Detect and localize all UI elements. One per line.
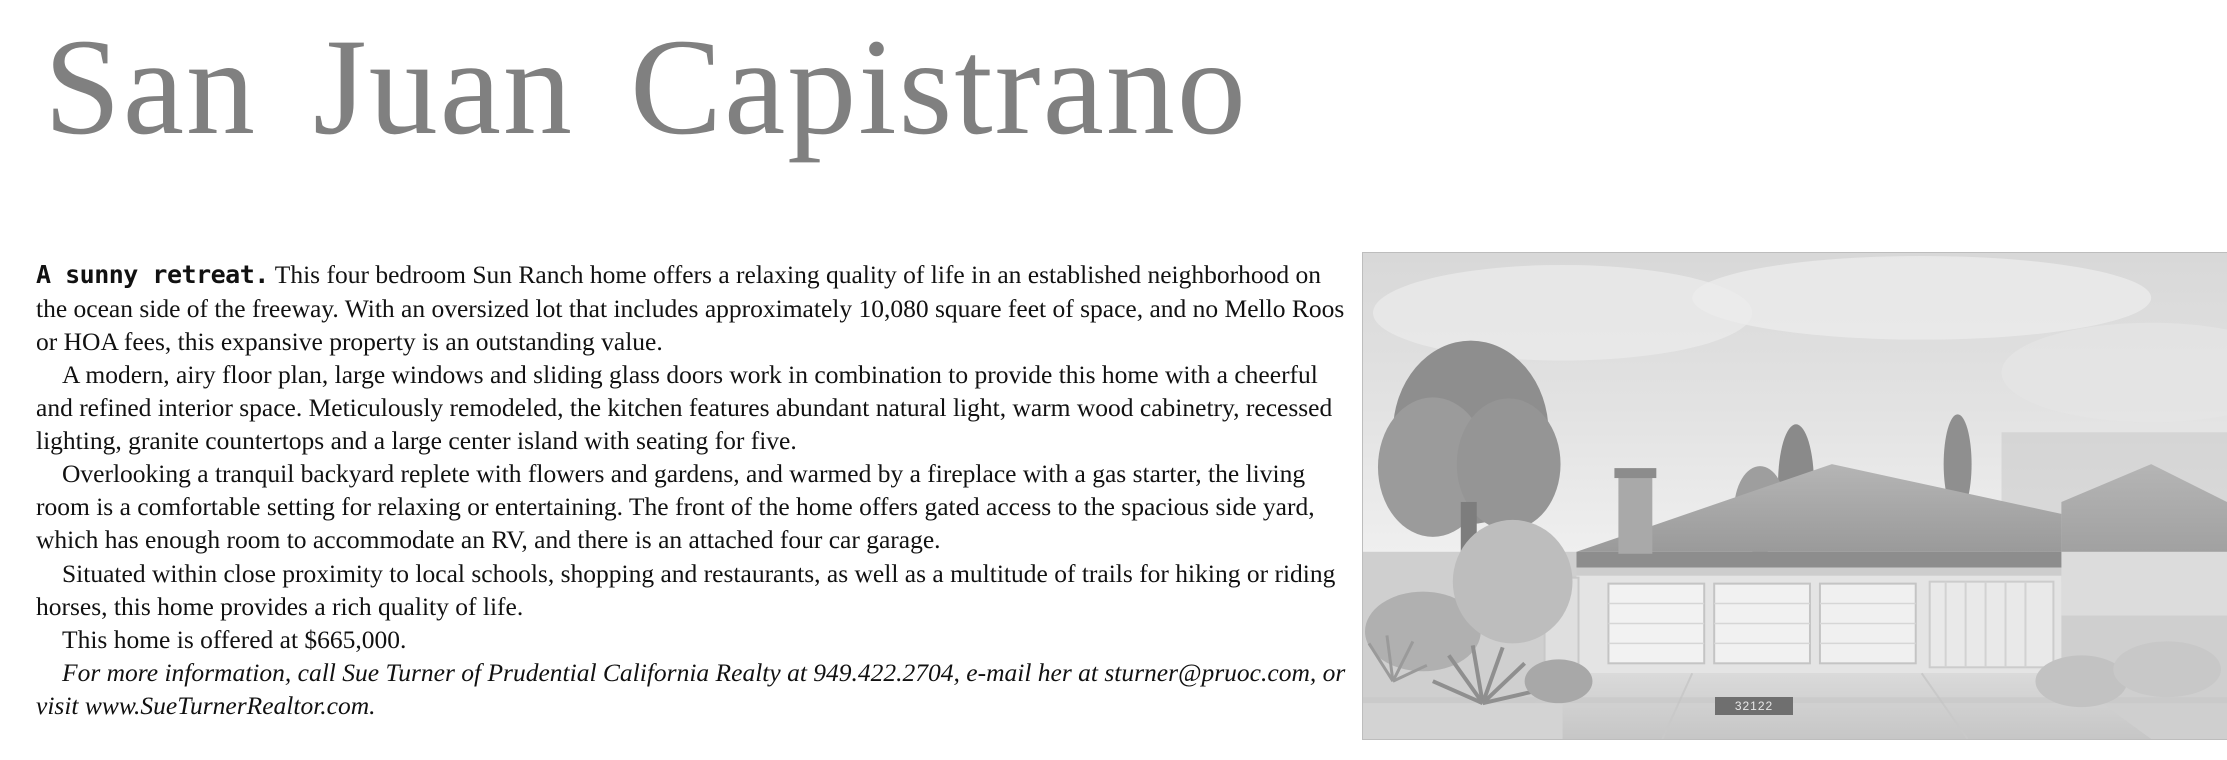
paragraph-1 xyxy=(36,258,1356,358)
headline-word-2: Juan xyxy=(313,10,574,163)
article-lede: A sunny retreat. xyxy=(36,260,269,289)
paragraph-price: This home is offered at $665,000. xyxy=(62,624,407,654)
article-body xyxy=(36,258,1356,722)
paragraph-3: Overlooking a tranquil backyard replete with flowers and gardens, and warmed by a fireplace with a gas starter, the living room is a comfortable setting for relaxing or entertaining. The front of the home offers gated access to the spacious side yard, which has enough room to accommodate an RV, and there is an attached four car garage. xyxy=(36,459,1315,555)
headline-word-1: San xyxy=(44,10,257,163)
paragraph-1-text: This four bedroom Sun Ranch home offers a relaxing quality of life in an established neighborhood on the ocean side of the freeway. With an oversized lot that includes approximately 10,080 square feet of space, and no Mello Roos or HOA fees, this expansive property is an outstanding value. xyxy=(36,260,1345,356)
paragraph-4: Situated within close proximity to local schools, shopping and restaurants, as well as a multitude of trails for hiking or riding horses, this home provides a rich quality of life. xyxy=(36,558,1336,621)
page-title xyxy=(44,10,1794,163)
headline-word-3: Capistrano xyxy=(629,10,1248,163)
property-photo-graphic xyxy=(1363,253,2227,739)
contact-info: For more information, call Sue Turner of Prudential California Realty at 949.422.2704, e-mail her at sturner@pruoc.com, or visit www.SueTurnerRealtor.com. xyxy=(36,658,1346,721)
property-photo xyxy=(1362,252,2227,740)
paragraph-2: A modern, airy floor plan, large windows and sliding glass doors work in combination to provide this home with a cheerful and refined interior space. Meticulously remodeled, the kitchen features abundant natural light, warm wood cabinetry, recessed lighting, granite countertops and a large center island with seating for five. xyxy=(36,359,1333,456)
address-plate: 32122 xyxy=(1715,697,1793,715)
